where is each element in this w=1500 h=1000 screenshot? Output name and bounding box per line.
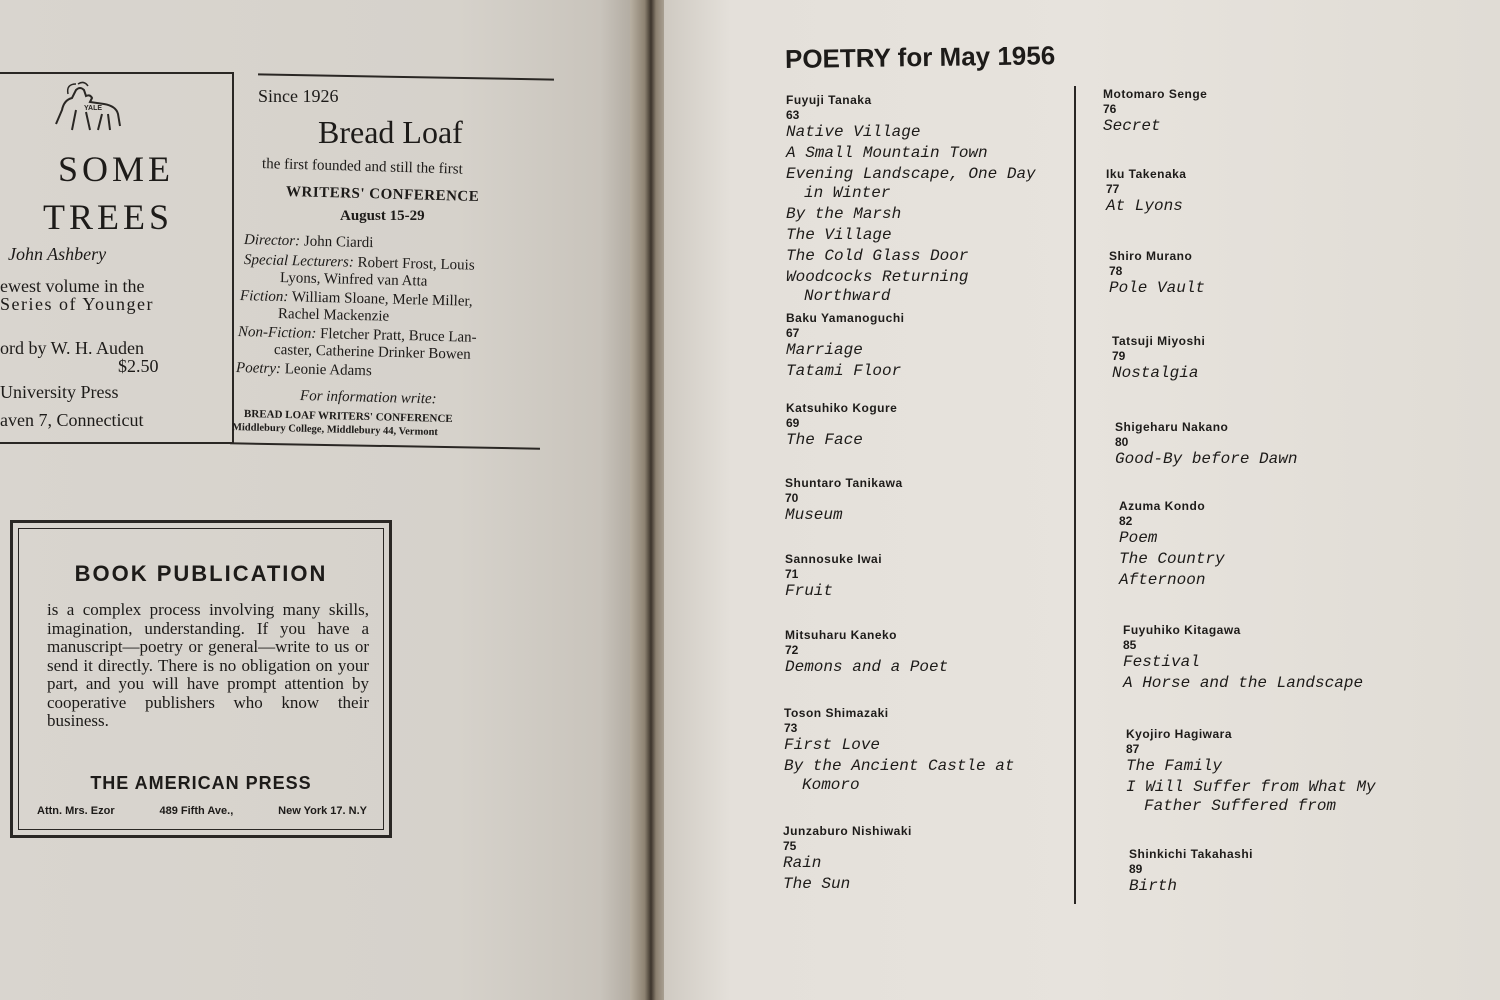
left-page [0, 0, 652, 1000]
some-trees-author: John Ashbery [8, 244, 107, 264]
toc-poem-title: Father Suffered from [1144, 797, 1337, 815]
toc-entry [1119, 498, 1225, 590]
toc-poem-title: The Family [1126, 757, 1223, 775]
toc-entry [785, 551, 882, 601]
bread-loaf-title: Bread Loaf [318, 114, 463, 150]
toc-entry [1112, 333, 1205, 383]
bread-loaf-special: Special Lecturers: Robert Frost, Louis [243, 252, 475, 274]
toc-page-number: 67 [786, 326, 800, 340]
toc-page-number: 78 [1109, 264, 1123, 278]
toc-poem-title: Native Village [786, 123, 921, 141]
toc-page-number: 69 [786, 416, 800, 430]
toc-page-number: 79 [1112, 349, 1126, 363]
toc-poem-title: First Love [784, 736, 881, 754]
toc-poem-title: The Cold Glass Door [786, 247, 969, 265]
horse-logo-icon [46, 80, 126, 140]
toc-page-number: 76 [1103, 102, 1117, 116]
toc-poem-title: The Village [786, 226, 892, 244]
toc-poem-title: Rain [783, 854, 822, 872]
toc-poem-title: I Will Suffer from What My [1126, 778, 1376, 796]
toc-poem-title: By the Marsh [786, 205, 902, 223]
toc-poem-title: Festival [1123, 653, 1200, 671]
bread-loaf-contact-1: BREAD LOAF WRITERS' CONFERENCE [243, 408, 453, 426]
toc-poem-title: Birth [1129, 877, 1178, 895]
toc-entry [786, 92, 1036, 306]
some-trees-foreword: ord by W. H. Auden [0, 338, 144, 358]
bread-loaf-poetry: Poetry: Leonie Adams [235, 360, 372, 380]
bread-loaf-conference: WRITERS' CONFERENCE [285, 184, 480, 206]
bread-loaf-fiction: Fiction: William Sloane, Merle Miller, [239, 288, 473, 310]
toc-entry [783, 823, 912, 894]
book-publication-title: BOOK PUBLICATION [74, 561, 328, 586]
toc-poem-title: The Country [1119, 550, 1225, 568]
bread-loaf-top-rule [258, 73, 554, 80]
bread-loaf-director: Director: John Ciardi [243, 232, 374, 252]
toc-page-number: 71 [785, 567, 799, 581]
toc-page-number: 73 [784, 721, 798, 735]
bread-loaf-fiction-2: Rachel Mackenzie [277, 306, 390, 325]
toc-poem-title: Fruit [785, 582, 834, 600]
toc-page-number: 85 [1123, 638, 1137, 652]
toc-author: Iku Takenaka [1106, 167, 1187, 181]
toc-poem-title: Pole Vault [1109, 279, 1206, 297]
book-publication-body: is a complex process involving many skills, imagination, understanding. If you have a manuscript—poetry or general—write to us or send it directly. There is no obligation on your part, and you will have prompt attention by cooperative publishers who know their business. [47, 600, 369, 730]
toc-poem-title: Woodcocks Returning [786, 268, 969, 286]
toc-poem-title: Tatami Floor [786, 362, 902, 380]
toc-heading: POETRY for May 1956 [784, 40, 1056, 74]
toc-poem-title: Northward [804, 287, 891, 305]
bread-loaf-subtitle: the first founded and still the first [261, 156, 463, 178]
toc-author: Shiro Murano [1109, 249, 1193, 263]
toc-poem-title: Marriage [786, 341, 863, 359]
bread-loaf-contact-2: Middlebury College, Middlebury 44, Vermont [231, 422, 438, 439]
toc-author: Kyojiro Hagiwara [1126, 727, 1233, 741]
toc-page-number: 82 [1119, 514, 1133, 528]
toc-poem-title: Evening Landscape, One Day [786, 165, 1036, 183]
some-trees-publisher: University Press [0, 382, 119, 402]
toc-author: Fuyuji Tanaka [786, 93, 872, 107]
some-trees-desc-1: ewest volume in the [0, 276, 145, 296]
toc-poem-title: At Lyons [1106, 197, 1183, 215]
toc-page-number: 72 [785, 643, 799, 657]
toc-author: Sannosuke Iwai [785, 552, 883, 566]
bread-loaf-info: For information write: [299, 388, 437, 408]
toc-author: Baku Yamanoguchi [786, 311, 905, 325]
toc-page-number: 80 [1115, 435, 1129, 449]
toc-author: Junzaburo Nishiwaki [783, 824, 912, 838]
bread-loaf-since: Since 1926 [258, 86, 339, 106]
toc-page-number: 77 [1106, 182, 1120, 196]
toc-poem-title: Komoro [802, 776, 860, 794]
toc-entry [1126, 726, 1376, 816]
toc-poem-title: Demons and a Poet [785, 658, 949, 676]
toc-author: Shinkichi Takahashi [1129, 847, 1253, 861]
toc-author: Mitsuharu Kaneko [785, 628, 898, 642]
toc-entry [1109, 248, 1205, 298]
toc-entry [1106, 166, 1186, 216]
toc-poem-title: Poem [1119, 529, 1158, 547]
american-press-address: Attn. Mrs. Ezor 489 Fifth Ave., New York 17. N.Y [37, 805, 367, 817]
toc-entry [786, 400, 897, 450]
some-trees-title-1: SOME [57, 149, 175, 189]
column-divider [1074, 86, 1076, 904]
book-publication-ad [10, 520, 392, 838]
toc-page-number: 89 [1129, 862, 1143, 876]
toc-poem-title: Secret [1103, 117, 1161, 135]
toc-poem-title: Afternoon [1119, 571, 1206, 589]
toc-page-number: 75 [783, 839, 797, 853]
some-trees-desc-2: Series of Younger [0, 294, 154, 314]
toc-poem-title: in Winter [804, 184, 891, 202]
toc-poem-title: Nostalgia [1112, 364, 1199, 382]
toc-entry [1129, 846, 1253, 896]
logo-text: YALE [84, 105, 103, 112]
some-trees-address: aven 7, Connecticut [0, 410, 144, 430]
toc-entry [785, 475, 903, 525]
bread-loaf-bottom-rule [230, 442, 540, 449]
toc-author: Azuma Kondo [1119, 499, 1206, 513]
some-trees-title-2: TREES [42, 197, 173, 237]
toc-entry [784, 705, 1014, 795]
toc-page-number: 87 [1126, 742, 1140, 756]
toc-author: Tatsuji Miyoshi [1112, 334, 1206, 348]
toc-author: Shigeharu Nakano [1115, 420, 1229, 434]
toc-poem-title: Museum [785, 506, 843, 524]
toc-entry [786, 310, 904, 381]
toc-poem-title: The Face [786, 431, 863, 449]
toc-poem-title: Good-By before Dawn [1115, 450, 1298, 468]
bread-loaf-dates: August 15-29 [340, 208, 425, 224]
toc-poem-title: A Horse and the Landscape [1123, 674, 1364, 692]
toc-author: Motomaro Senge [1103, 87, 1208, 101]
toc-page-number: 70 [785, 491, 799, 505]
toc-entry [1123, 622, 1363, 693]
toc-entry [1103, 86, 1207, 136]
toc-author: Shuntaro Tanikawa [785, 476, 903, 490]
toc-author: Toson Shimazaki [784, 706, 889, 720]
toc-poem-title: A Small Mountain Town [786, 144, 988, 162]
some-trees-price: $2.50 [118, 356, 159, 376]
american-press-name: THE AMERICAN PRESS [90, 773, 312, 793]
bread-loaf-nonfiction-2: caster, Catherine Drinker Bowen [273, 342, 471, 363]
toc-author: Fuyuhiko Kitagawa [1123, 623, 1241, 637]
toc-author: Katsuhiko Kogure [786, 401, 898, 415]
toc-entry [1115, 419, 1297, 469]
toc-page-number: 63 [786, 108, 800, 122]
toc-poem-title: By the Ancient Castle at [784, 757, 1015, 775]
toc-entry [785, 627, 948, 677]
toc-poem-title: The Sun [783, 875, 851, 893]
bread-loaf-nonfiction: Non-Fiction: Fletcher Pratt, Bruce Lan- [237, 324, 477, 346]
bread-loaf-special-2: Lyons, Winfred van Atta [279, 270, 428, 290]
